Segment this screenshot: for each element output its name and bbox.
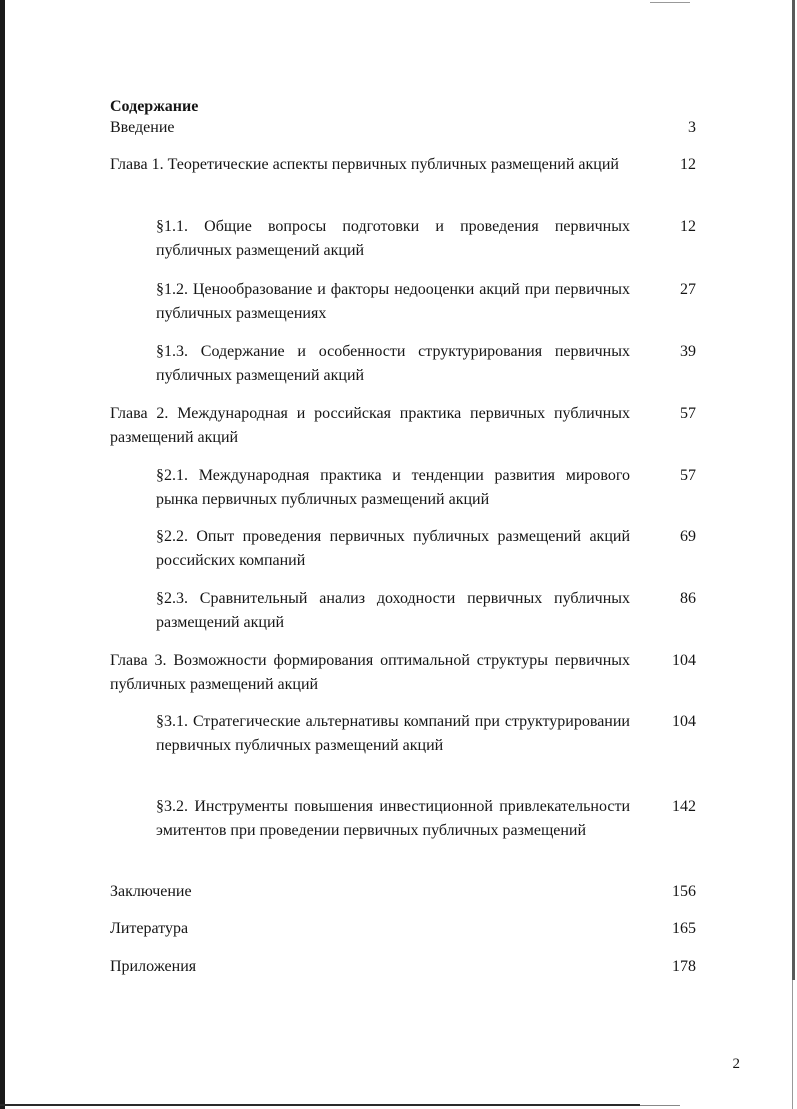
toc-entry-literature xyxy=(110,917,630,941)
scan-border-bottom xyxy=(0,1104,640,1106)
toc-entry-title: §2.3. Сравнительный анализ доходности первичных публичных размещений акций xyxy=(156,590,630,631)
page-number: 2 xyxy=(732,1056,740,1072)
toc-entry-title: §3.2. Инструменты повышения инвестиционной привлекательности эмитентов при проведении первичных публичных размещений xyxy=(156,798,630,839)
toc-entry-page: 57 xyxy=(680,467,696,484)
toc-entry-section-1-2 xyxy=(156,278,630,326)
toc-entry-chapter-1 xyxy=(110,153,630,177)
toc-entry-page: 57 xyxy=(680,405,696,422)
toc-entry-title: §1.3. Содержание и особенности структурирования первичных публичных размещений акций xyxy=(156,343,630,384)
toc-entry-title: Глава 1. Теоретические аспекты первичных публичных размещений акций xyxy=(110,156,619,173)
scan-border-bottom-tail xyxy=(640,1105,680,1106)
toc-entry-page: 3 xyxy=(688,119,696,136)
toc-entry-title: Введение xyxy=(110,119,175,136)
toc-entry-title: §1.1. Общие вопросы подготовки и проведения первичных публичных размещений акций xyxy=(156,218,630,259)
toc-entry-title: Глава 3. Возможности формирования оптимальной структуры первичных публичных размещений акций xyxy=(110,652,630,693)
toc-entry-page: 39 xyxy=(680,343,696,360)
toc-entry-chapter-2 xyxy=(110,402,630,450)
toc-entry-section-1-3 xyxy=(156,340,630,388)
toc-entry-page: 178 xyxy=(672,958,696,975)
toc-entry-title: §2.2. Опыт проведения первичных публичных размещений акций российских компаний xyxy=(156,528,630,569)
toc-entry-page: 142 xyxy=(672,798,696,815)
scan-border-right xyxy=(792,0,795,980)
toc-entry-page: 104 xyxy=(672,713,696,730)
toc-entry-section-2-1 xyxy=(156,464,630,512)
scan-mark-top xyxy=(650,2,690,3)
toc-entry-conclusion xyxy=(110,880,630,904)
scan-border-left xyxy=(0,0,5,1109)
toc-entry-title: Приложения xyxy=(110,958,197,975)
toc-entry-page: 12 xyxy=(680,156,696,173)
toc-entry-chapter-3 xyxy=(110,649,630,697)
toc-heading: Содержание xyxy=(110,98,199,115)
toc-entry-page: 86 xyxy=(680,590,696,607)
toc-entry-title: Глава 2. Международная и российская практика первичных публичных размещений акций xyxy=(110,405,630,446)
toc-entry-page: 69 xyxy=(680,528,696,545)
toc-entry-page: 27 xyxy=(680,281,696,298)
toc-entry-section-1-1 xyxy=(156,215,630,263)
toc-entry-section-3-1 xyxy=(156,710,630,758)
toc-entry-introduction xyxy=(110,116,630,140)
toc-entry-page: 165 xyxy=(672,920,696,937)
toc-entry-appendices xyxy=(110,955,630,979)
toc-entry-title: Заключение xyxy=(110,883,192,900)
toc-entry-section-2-2 xyxy=(156,525,630,573)
toc-entry-title: §3.1. Стратегические альтернативы компаний при структурировании первичных публичных размещений акций xyxy=(156,713,630,754)
toc-entry-title: §2.1. Международная практика и тенденции развития мирового рынка первичных публичных размещений акций xyxy=(156,467,630,508)
toc-entry-title: Литература xyxy=(110,920,189,937)
toc-entry-title: §1.2. Ценообразование и факторы недооценки акций при первичных публичных размещениях xyxy=(156,281,630,322)
scan-border-right-lower xyxy=(792,980,793,1109)
toc-entry-page: 12 xyxy=(680,218,696,235)
toc-entry-section-2-3 xyxy=(156,587,630,635)
toc-entry-section-3-2 xyxy=(156,795,630,843)
toc-entry-page: 104 xyxy=(672,652,696,669)
toc-entry-page: 156 xyxy=(672,883,696,900)
